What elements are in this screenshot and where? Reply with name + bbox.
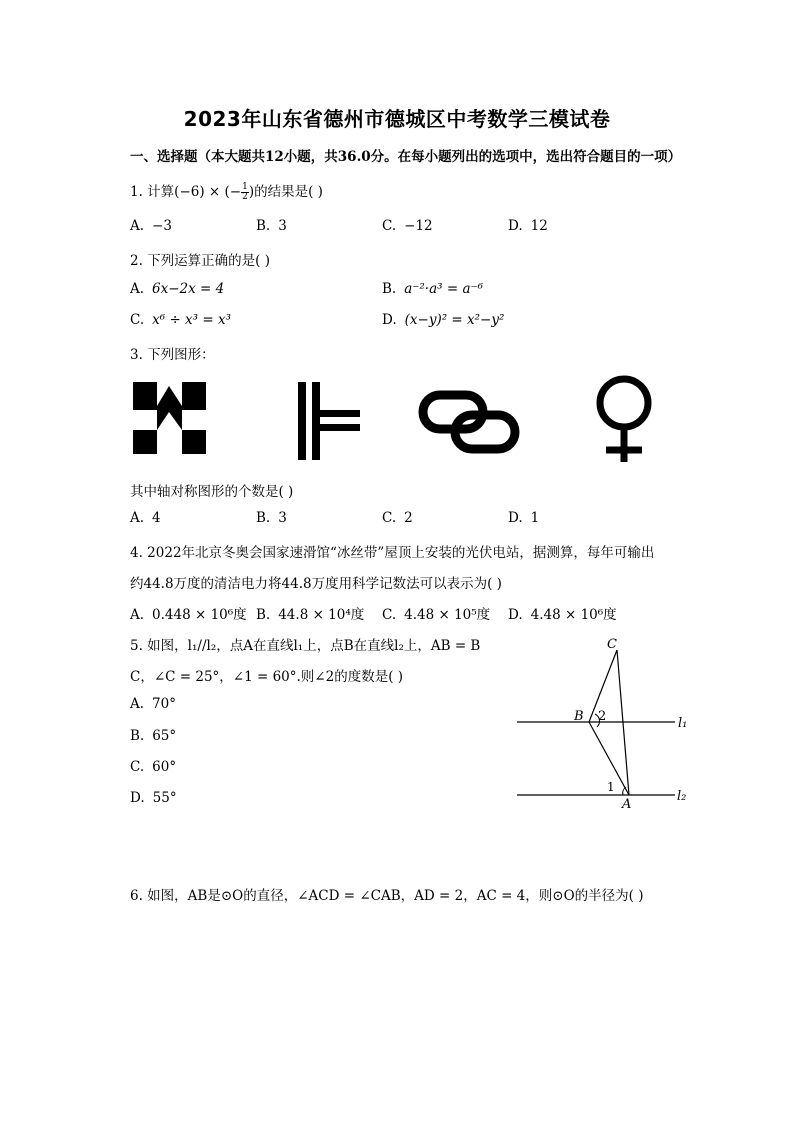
question-2-stem: 2. 下列运算正确的是( ) [130, 253, 270, 269]
q1-option-a: A. −3 [130, 218, 172, 234]
venus-symbol-figure [600, 379, 648, 462]
q5-option-c: C. 60° [130, 759, 177, 775]
question-5-geometry-figure [505, 630, 705, 815]
label-angle-2: 2 [598, 709, 607, 724]
question-5-stem-line1: 5. 如图，l₁//l₂，点A在直线l₁上，点B在直线l₂上，AB = B [130, 638, 481, 654]
q2-option-d: D. (x−y)² = x²−y² [382, 312, 505, 328]
question-6-stem: 6. 如图，AB是⊙O的直径，∠ACD = ∠CAB，AD = 2，AC = 4，则⊙O的半径为( ) [130, 888, 644, 904]
q5-option-d: D. 55° [130, 790, 177, 806]
question-3-stem: 3. 下列图形： [130, 347, 215, 363]
question-1-stem-post: )的结果是( ) [248, 184, 323, 200]
label-a: A [622, 797, 632, 812]
question-5-stem-line2: C，∠C = 25°，∠1 = 60°.则∠2的度数是( ) [130, 669, 404, 685]
q2-option-b: B. a⁻²·a³ = a⁻⁶ [382, 281, 484, 297]
section-heading: 一、选择题（本大题共12小题，共36.0分。在每小题列出的选项中，选出符合题目的一项） [130, 149, 682, 165]
label-l2: l₂ [677, 789, 687, 804]
block-pattern-figure [133, 382, 206, 454]
question-3-followup: 其中轴对称图形的个数是( ) [130, 484, 294, 500]
q2-option-c: C. x⁶ ÷ x³ = x³ [130, 312, 232, 328]
label-b: B [574, 709, 584, 724]
fraction-numerator: 1 [242, 182, 248, 192]
fraction-denominator: 2 [242, 192, 248, 202]
question-1-stem [130, 180, 323, 202]
fraction [241, 183, 249, 202]
q3-option-c: C. 2 [382, 510, 413, 526]
label-c: C [607, 637, 617, 652]
q1-option-c: C. −12 [382, 218, 433, 234]
question-3-figures [130, 372, 670, 467]
q1-option-b: B. 3 [256, 218, 287, 234]
q2-option-a: A. 6x−2x = 4 [130, 281, 225, 297]
q4-option-b: B. 44.8 × 10⁴度 [256, 607, 365, 623]
q5-option-b: B. 65° [130, 728, 177, 744]
q3-option-b: B. 3 [256, 510, 287, 526]
q1-option-d: D. 12 [508, 218, 548, 234]
q4-option-d: D. 4.48 × 10⁶度 [508, 607, 617, 623]
q3-option-a: A. 4 [130, 510, 161, 526]
label-angle-1: 1 [607, 780, 615, 794]
q4-option-a: A. 0.448 × 10⁶度 [130, 607, 247, 623]
exam-title: 2023年山东省德州市德城区中考数学三模试卷 [183, 107, 611, 131]
label-l1: l₁ [678, 716, 688, 731]
parallel-bars-figure [298, 382, 360, 460]
question-4-stem-line2: 约44.8万度的清洁电力将44.8万度用科学记数法可以表示为( ) [130, 576, 502, 592]
q4-option-c: C. 4.48 × 10⁵度 [382, 607, 491, 623]
q3-option-d: D. 1 [508, 510, 540, 526]
question-4-stem-line1: 4. 2022年北京冬奥会国家速滑馆“冰丝带”屋顶上安装的光伏电站，据测算，每年可输出 [130, 545, 655, 561]
question-1-stem-pre: 1. 计算(−6) × (− [130, 184, 242, 200]
q5-option-a: A. 70° [130, 696, 176, 712]
chain-links-figure [423, 395, 515, 449]
